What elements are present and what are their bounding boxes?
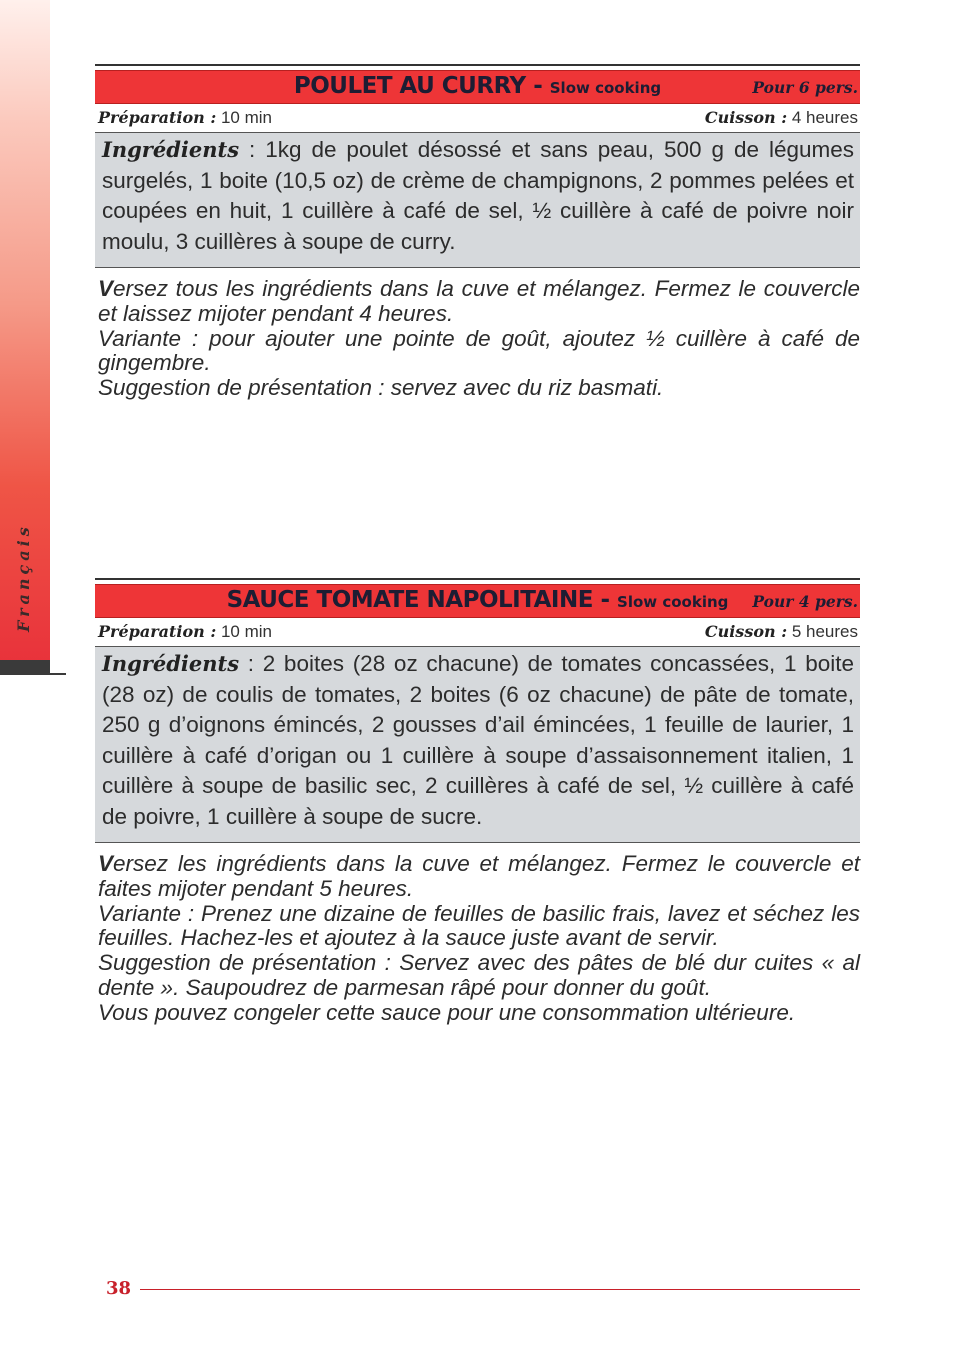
prep-label: Préparation : <box>98 108 217 127</box>
sidebar-tick <box>50 673 66 675</box>
recipe-title <box>95 73 860 99</box>
cook-label: Cuisson : <box>704 108 788 127</box>
instruction-paragraph <box>98 277 860 327</box>
instruction-paragraph <box>98 852 860 902</box>
recipe-title <box>95 587 860 613</box>
language-label: Français <box>14 523 33 632</box>
recipe-top-rule <box>95 64 860 66</box>
recipe-title-bar <box>95 70 860 104</box>
prep-label: Préparation : <box>98 622 217 641</box>
prep-time <box>98 622 272 642</box>
prep-time <box>98 108 272 128</box>
instructions <box>95 852 860 1026</box>
cook-time <box>705 622 858 642</box>
recipe-title-separator: - <box>592 587 618 613</box>
suggestion-paragraph: Suggestion de présentation : servez avec du riz basmati. <box>98 375 664 401</box>
footer-rule <box>140 1289 860 1290</box>
cook-label: Cuisson : <box>704 622 788 641</box>
prep-value: 10 min <box>216 622 272 641</box>
instruction-initial: V <box>98 851 114 876</box>
ingredients-label: Ingrédients <box>102 137 240 162</box>
variant-paragraph: Variante : Prenez une dizaine de feuilles de basilic frais, lavez et séchez les feuilles. Hachez-les et ajoutez à la sauce juste avant de servir. <box>98 900 860 951</box>
ingredients-label: Ingrédients <box>102 651 240 676</box>
recipe-title-bar <box>95 584 860 618</box>
sidebar-footer-bar <box>0 660 50 675</box>
ingredients-box <box>95 646 860 843</box>
recipe-sauce-tomate-napolitaine <box>95 578 860 1026</box>
recipe-title-separator: - <box>525 73 550 99</box>
ingredients-text: : 1kg de poulet désossé et sans peau, 500 g de légumes surgelés, 1 boite (10,5 oz) de crème de champignons, 2 pommes pelées et coupées en huit, 1 cuillère à café de sel, ½ cuillère à café de poivre noir moulu, 3 cuillères à soupe de curry. <box>102 137 854 254</box>
ingredients-box <box>95 132 860 268</box>
ingredients-text: : 2 boites (28 oz chacune) de tomates concassées, 1 boite (28 oz) de coulis de tomates, 2 boites (6 oz chacune) de pâte de tomate, 250 g d’oignons émincés, 2 gousses d’ail émincées, 1 feuille de laurier, 1 cuillère à café d’origan ou 1 cuillère à soupe d’assaisonnement italien, 1 cuillère à soupe de basilic sec, 2 cuillères à café de sel, ½ cuillère à café de poivre, 1 cuillère à soupe de sucre. <box>102 651 854 829</box>
variant-paragraph: Variante : pour ajouter une pointe de goût, ajoutez ½ cuillère à café de gingembre. <box>98 325 860 376</box>
recipe-meta <box>95 618 860 646</box>
prep-value: 10 min <box>216 108 272 127</box>
page-number: 38 <box>106 1278 132 1299</box>
recipe-meta <box>95 104 860 132</box>
instruction-initial: V <box>98 276 114 301</box>
instruction-text: ersez tous les ingrédients dans la cuve et mélangez. Fermez le couvercle et laissez mijoter pendant 4 heures. <box>98 276 860 326</box>
recipe-servings: Pour 4 pers. <box>752 592 858 611</box>
recipe-title-text: POULET AU CURRY <box>293 73 526 99</box>
recipe-top-rule <box>95 578 860 580</box>
recipe-subtitle: Slow cooking <box>549 79 662 97</box>
instructions <box>95 277 860 401</box>
freezing-note: Vous pouvez congeler cette sauce pour une consommation ultérieure. <box>98 999 796 1025</box>
cook-value: 5 heures <box>787 622 858 641</box>
recipe-servings: Pour 6 pers. <box>752 78 858 97</box>
recipe-title-text: SAUCE TOMATE NAPOLITAINE <box>226 587 593 613</box>
recipe-poulet-au-curry <box>95 64 860 401</box>
suggestion-paragraph: Suggestion de présentation : Servez avec des pâtes de blé dur cuites « al dente ». Saupoudrez de parmesan râpé pour donner du goût. <box>98 950 860 1000</box>
cook-value: 4 heures <box>787 108 858 127</box>
recipe-subtitle: Slow cooking <box>617 593 729 611</box>
instruction-text: ersez les ingrédients dans la cuve et mélangez. Fermez le couvercle et faites mijoter pendant 5 heures. <box>98 851 860 901</box>
cook-time <box>705 108 858 128</box>
